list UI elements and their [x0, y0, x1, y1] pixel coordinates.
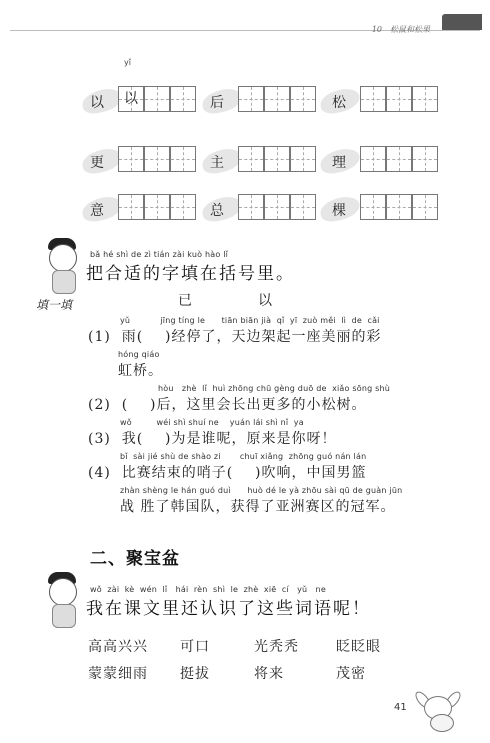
writing-box[interactable]	[238, 194, 264, 220]
page-number: 41	[394, 702, 407, 713]
grid-label: 棵	[332, 203, 346, 219]
writing-box[interactable]	[264, 194, 290, 220]
writing-box[interactable]	[290, 146, 316, 172]
header-tab	[442, 14, 482, 30]
character-writing-grid	[84, 58, 414, 230]
word-item: 挺拔	[180, 666, 210, 682]
grid-label: 理	[332, 155, 346, 171]
writing-box[interactable]	[412, 86, 438, 112]
boy-illustration	[40, 238, 90, 298]
item-pinyin: bǐ sài jié shù de shào zi chuī xiǎng zhōng guó nán lán	[120, 452, 367, 461]
writing-box[interactable]	[386, 194, 412, 220]
title-pinyin: bǎ hé shì de zì tián zài kuò hào lǐ	[90, 250, 229, 259]
word-item: 茂密	[336, 666, 366, 682]
pinyin-hint: yǐ	[124, 58, 131, 67]
grid-label: 总	[210, 203, 224, 219]
word-item: 眨眨眼	[336, 639, 381, 655]
writing-box[interactable]	[386, 146, 412, 172]
writing-box[interactable]	[360, 146, 386, 172]
item-pinyin: hóng qiáo	[118, 350, 160, 359]
section-line: 我在课文里还认识了这些词语呢！	[86, 599, 371, 619]
writing-box[interactable]	[170, 146, 196, 172]
rabbit-illustration	[418, 690, 464, 730]
writing-box[interactable]	[170, 86, 196, 112]
writing-box[interactable]	[264, 146, 290, 172]
rabbit-body	[430, 714, 454, 732]
writing-box[interactable]	[118, 86, 144, 112]
girl-head	[49, 578, 77, 606]
writing-box[interactable]	[360, 194, 386, 220]
writing-box[interactable]	[290, 194, 316, 220]
writing-box[interactable]	[412, 194, 438, 220]
grid-label: 以	[90, 95, 104, 111]
item-pinyin: yǔ jīng tíng le tiān biān jià qǐ yī zuò měi lì de cǎi	[120, 316, 380, 325]
grid-label: 后	[210, 95, 224, 111]
fill-in-label: 填一填	[36, 298, 73, 312]
boy-body	[52, 270, 76, 294]
item-text: (1) 雨( )经停了，天边架起一座美丽的彩	[88, 329, 382, 345]
writing-box[interactable]	[290, 86, 316, 112]
word-item: 将来	[254, 666, 284, 682]
writing-box[interactable]	[264, 86, 290, 112]
item-text: (4) 比赛结束的哨子( )吹响，中国男篮	[88, 465, 367, 481]
item-text: (3) 我( )为是谁呢，原来是你呀！	[88, 431, 337, 447]
writing-box[interactable]	[238, 86, 264, 112]
section-title: 二、聚宝盆	[90, 549, 180, 569]
chapter-title: 10 松鼠和松果	[371, 25, 430, 34]
item-pinyin: wǒ wéi shì shuí ne yuán lái shì nǐ ya	[120, 418, 304, 427]
item-text: 战 胜了韩国队，获得了亚洲赛区的冠军。	[120, 499, 396, 515]
writing-box[interactable]	[386, 86, 412, 112]
item-text: (2) ( )后，这里会长出更多的小松树。	[88, 397, 367, 413]
exercise-title: 把合适的字填在括号里。	[86, 264, 295, 284]
item-text: 虹桥。	[118, 363, 163, 379]
writing-box[interactable]	[238, 146, 264, 172]
writing-box[interactable]	[412, 146, 438, 172]
writing-box[interactable]	[144, 194, 170, 220]
option-char: 已	[178, 293, 192, 309]
grid-label: 松	[332, 95, 346, 111]
item-pinyin: zhàn shèng le hán guó duì huò dé le yà zhōu sài qū de guàn jūn	[120, 486, 403, 495]
writing-box[interactable]	[170, 194, 196, 220]
word-item: 高高兴兴	[88, 639, 148, 655]
grid-label: 更	[90, 155, 104, 171]
item-pinyin: hòu zhè lǐ huì zhōng chū gèng duō de xiǎo sōng shù	[158, 384, 391, 393]
writing-box[interactable]	[118, 194, 144, 220]
girl-illustration	[40, 572, 90, 628]
word-item: 光秃秃	[254, 639, 299, 655]
word-item: 蒙蒙细雨	[88, 666, 148, 682]
writing-box[interactable]	[118, 146, 144, 172]
boy-head	[49, 244, 77, 272]
option-char: 以	[258, 293, 272, 309]
page-header	[0, 0, 490, 40]
grid-label: 主	[210, 155, 224, 171]
grid-answer: 以	[124, 91, 138, 107]
writing-box[interactable]	[144, 86, 170, 112]
writing-box[interactable]	[360, 86, 386, 112]
word-item: 可口	[180, 639, 210, 655]
line-pinyin: wǒ zài kè wén lǐ hái rèn shì le zhè xiē cí yǔ ne	[90, 585, 326, 594]
grid-label: 意	[90, 203, 104, 219]
writing-box[interactable]	[144, 146, 170, 172]
girl-body	[52, 604, 76, 628]
